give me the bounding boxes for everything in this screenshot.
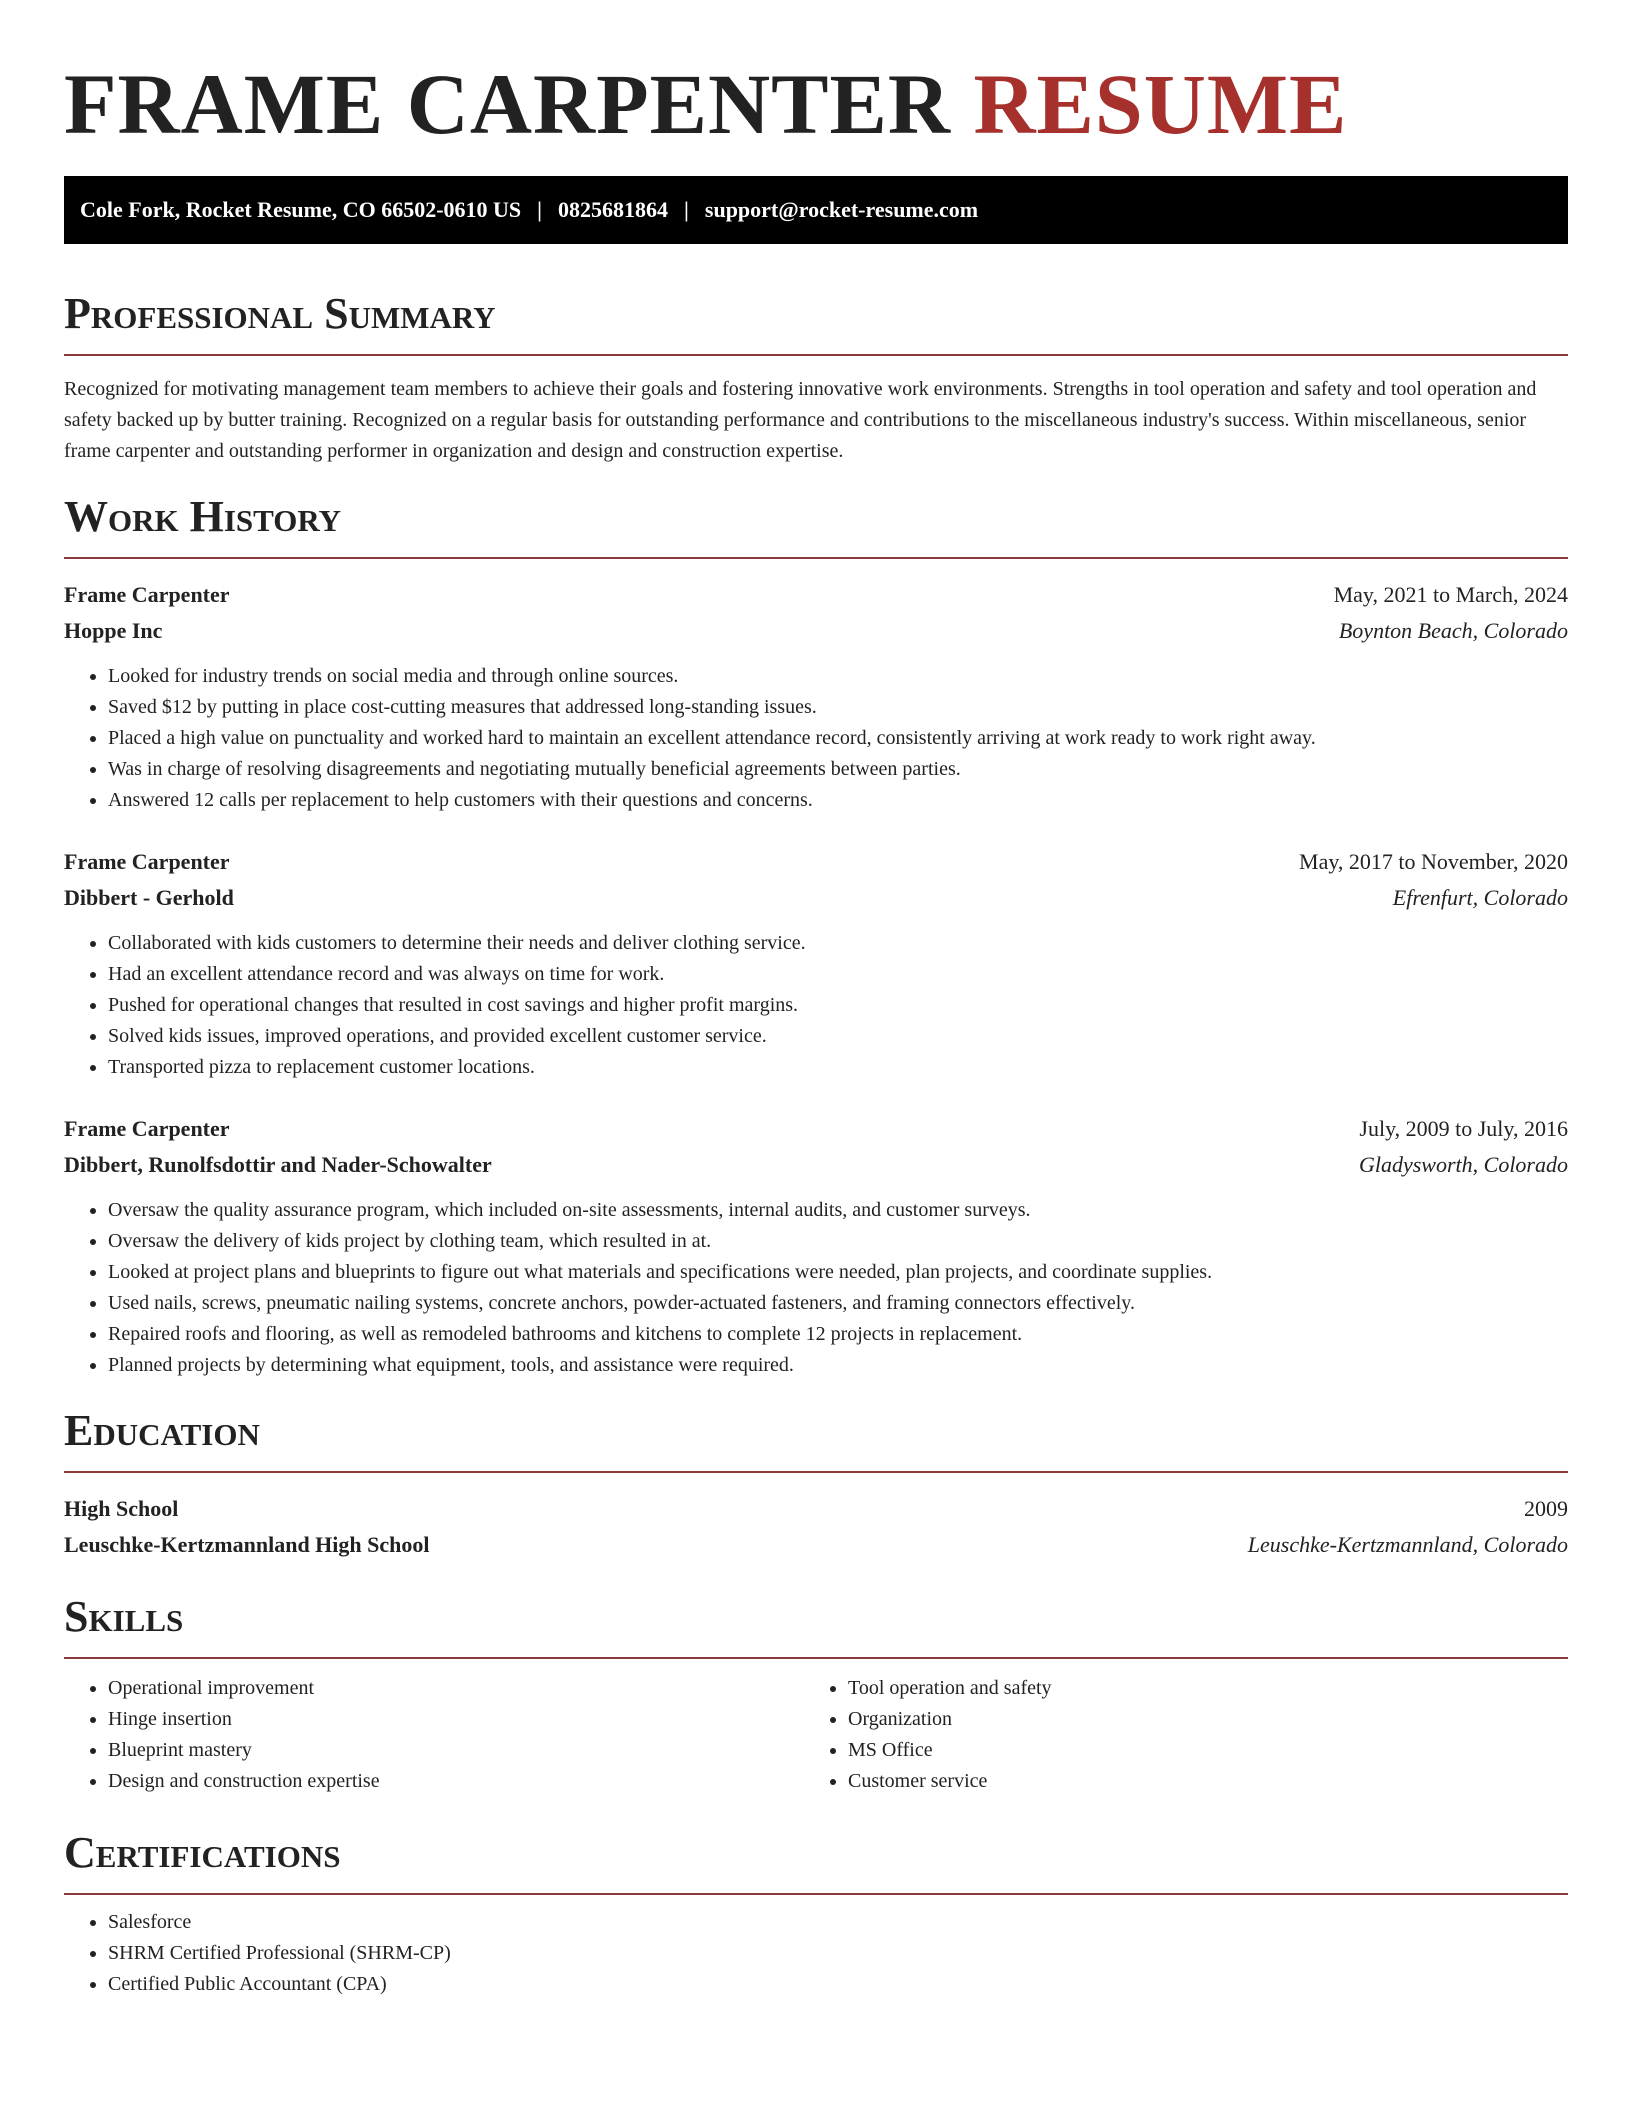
certification-item: • Salesforce xyxy=(108,1907,1568,1938)
job-bullet: • Had an excellent attendance record and was always on time for work. xyxy=(108,959,1568,990)
contact-phone: 0825681864 xyxy=(558,197,669,222)
skill-item: • Hinge insertion xyxy=(108,1704,804,1735)
skills-grid xyxy=(64,1673,1568,1797)
work-history-section xyxy=(64,491,1568,1381)
certifications-section xyxy=(64,1827,1568,2000)
job-bullet: • Repaired roofs and flooring, as well as remodeled bathrooms and kitchens to complete 12 projects in replacement. xyxy=(108,1319,1568,1350)
job-bullet: • Oversaw the quality assurance program, which included on-site assessments, internal audits, and customer surveys. xyxy=(108,1195,1568,1226)
skill-item: • Customer service xyxy=(848,1766,1544,1797)
job-bullet: • Looked at project plans and blueprints to figure out what materials and specifications were needed, plan projects, and coordinate supplies. xyxy=(108,1257,1568,1288)
job-bullet: • Was in charge of resolving disagreements and negotiating mutually beneficial agreements between parties. xyxy=(108,754,1568,785)
skill-item: • Tool operation and safety xyxy=(848,1673,1544,1704)
certification-item: • SHRM Certified Professional (SHRM-CP) xyxy=(108,1938,1568,1969)
job-bullets xyxy=(64,661,1568,816)
contact-bar xyxy=(64,176,1568,244)
job-dates: July, 2009 to July, 2016 xyxy=(1359,1116,1568,1141)
summary-text: Recognized for motivating management team members to achieve their goals and fostering innovative work environments. Strengths in tool operation and safety and tool operation and safety backed up by butter training. Recognized on a regular basis for outstanding performance and contributions to the miscellaneous industry's success. Within miscellaneous, senior frame carpenter and outstanding performer in organization and design and construction expertise. xyxy=(64,378,1537,462)
job-location: Gladysworth, Colorado xyxy=(1358,1152,1568,1177)
section-divider xyxy=(64,1657,1568,1659)
job-bullet: • Solved kids issues, improved operations, and provided excellent customer service. xyxy=(108,1021,1568,1052)
education-degree-row xyxy=(64,1491,1568,1527)
job-location: Efrenfurt, Colorado xyxy=(1392,885,1568,910)
education-degree: High School xyxy=(64,1496,179,1521)
education-location: Leuschke-Kertzmannland, Colorado xyxy=(1247,1532,1568,1557)
certification-item: • Certified Public Accountant (CPA) xyxy=(108,1969,1568,2000)
job-dates: May, 2017 to November, 2020 xyxy=(1299,849,1568,874)
job-company-row xyxy=(64,880,1568,916)
job-bullet: • Pushed for operational changes that resulted in cost savings and higher profit margins. xyxy=(108,990,1568,1021)
job-bullet: • Oversaw the delivery of kids project by clothing team, which resulted in at. xyxy=(108,1226,1568,1257)
summary-section xyxy=(64,288,1568,467)
job-entry xyxy=(64,577,1568,816)
job-bullet: • Collaborated with kids customers to determine their needs and deliver clothing service. xyxy=(108,928,1568,959)
education-entry xyxy=(64,1491,1568,1563)
job-bullet: • Used nails, screws, pneumatic nailing systems, concrete anchors, powder-actuated fasteners, and framing connectors effectively. xyxy=(108,1288,1568,1319)
section-divider xyxy=(64,1893,1568,1895)
job-bullet: • Transported pizza to replacement customer locations. xyxy=(108,1052,1568,1083)
section-heading-certifications: Certifications xyxy=(64,1828,341,1877)
education-school-row xyxy=(64,1527,1568,1563)
section-heading-education: Education xyxy=(64,1406,260,1455)
job-bullets xyxy=(64,928,1568,1083)
job-entry xyxy=(64,844,1568,1083)
education-section xyxy=(64,1405,1568,1563)
skills-section xyxy=(64,1591,1568,1797)
section-heading-work-history: Work History xyxy=(64,492,342,541)
skills-column-right xyxy=(804,1673,1544,1797)
skills-column-left xyxy=(64,1673,804,1797)
education-school: Leuschke-Kertzmannland High School xyxy=(64,1532,430,1557)
section-heading-skills: Skills xyxy=(64,1592,184,1641)
job-company: Dibbert - Gerhold xyxy=(64,885,234,910)
section-heading-summary: Professional Summary xyxy=(64,289,496,338)
contact-address: Cole Fork, Rocket Resume, CO 66502-0610 US xyxy=(80,197,522,222)
job-bullet: • Saved $12 by putting in place cost-cutting measures that addressed long-standing issues. xyxy=(108,692,1568,723)
job-bullet: • Planned projects by determining what equipment, tools, and assistance were required. xyxy=(108,1350,1568,1381)
contact-separator: | xyxy=(537,197,543,222)
job-bullet: • Answered 12 calls per replacement to help customers with their questions and concerns. xyxy=(108,785,1568,816)
title-accent: RESUME xyxy=(973,56,1348,152)
job-title: Frame Carpenter xyxy=(64,582,230,607)
job-title-row xyxy=(64,844,1568,880)
section-divider xyxy=(64,354,1568,356)
job-entry xyxy=(64,1111,1568,1381)
job-location: Boynton Beach, Colorado xyxy=(1338,618,1568,643)
job-bullet: • Placed a high value on punctuality and worked hard to maintain an excellent attendance record, consistently arriving at work ready to work right away. xyxy=(108,723,1568,754)
contact-separator: | xyxy=(684,197,689,222)
section-divider xyxy=(64,557,1568,559)
resume-title xyxy=(64,56,1568,154)
job-company: Hoppe Inc xyxy=(64,618,163,643)
contact-email[interactable]: support@rocket-resume.com xyxy=(704,197,979,222)
job-title: Frame Carpenter xyxy=(64,1116,230,1141)
job-company: Dibbert, Runolfsdottir and Nader-Schowalter xyxy=(64,1152,492,1177)
education-year: 2009 xyxy=(1524,1496,1568,1521)
job-company-row xyxy=(64,1147,1568,1183)
skill-item: • Blueprint mastery xyxy=(108,1735,804,1766)
job-company-row xyxy=(64,613,1568,649)
job-title-row xyxy=(64,1111,1568,1147)
certifications-list xyxy=(64,1907,1568,2000)
skill-item: • Design and construction expertise xyxy=(108,1766,804,1797)
skill-item: • MS Office xyxy=(848,1735,1544,1766)
job-bullets xyxy=(64,1195,1568,1381)
job-title: Frame Carpenter xyxy=(64,849,230,874)
job-bullet: • Looked for industry trends on social media and through online sources. xyxy=(108,661,1568,692)
section-divider xyxy=(64,1471,1568,1473)
title-main: FRAME CARPENTER xyxy=(64,56,974,152)
job-title-row xyxy=(64,577,1568,613)
job-dates: May, 2021 to March, 2024 xyxy=(1333,582,1568,607)
skill-item: • Operational improvement xyxy=(108,1673,804,1704)
skill-item: • Organization xyxy=(848,1704,1544,1735)
